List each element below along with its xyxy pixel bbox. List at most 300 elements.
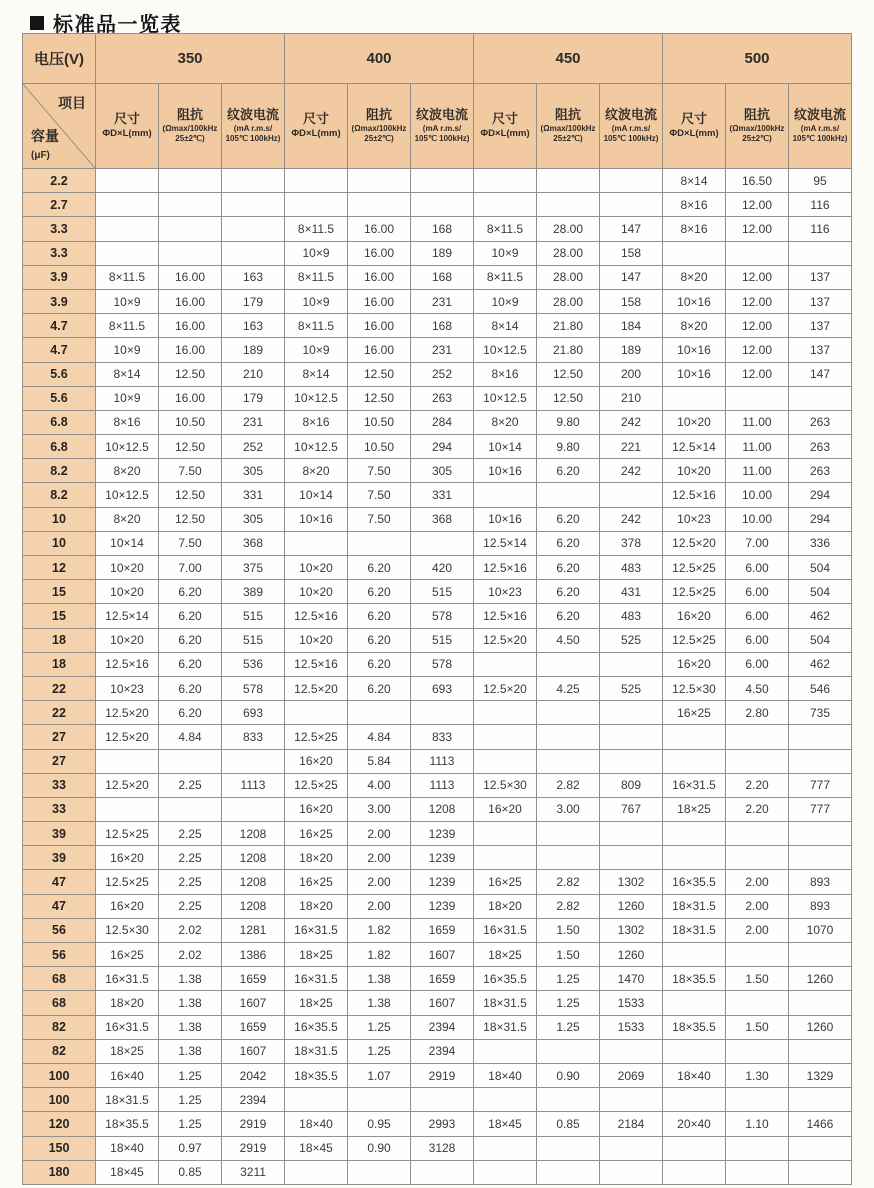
size-cell: 10×9 (285, 289, 348, 313)
size-cell: 12.5×30 (663, 676, 726, 700)
subheader-size: 尺寸 ΦD×L(mm) (285, 84, 348, 169)
subheader-ripple: 纹波电流 (mA r.m.s/ 105℃ 100kHz) (789, 84, 852, 169)
size-cell (285, 531, 348, 555)
size-cell: 16×25 (474, 870, 537, 894)
capacity-cell: 150 (23, 1136, 96, 1160)
impedance-cell: 6.20 (348, 628, 411, 652)
impedance-cell: 1.25 (537, 967, 600, 991)
size-cell (474, 1088, 537, 1112)
table-row (23, 943, 852, 967)
impedance-cell: 10.50 (348, 435, 411, 459)
table-row (23, 749, 852, 773)
ripple-cell: 179 (222, 386, 285, 410)
impedance-cell: 2.00 (726, 870, 789, 894)
impedance-cell (159, 169, 222, 193)
impedance-cell: 1.25 (537, 1015, 600, 1039)
size-cell (663, 1136, 726, 1160)
ripple-cell: 210 (222, 362, 285, 386)
size-cell: 16×35.5 (285, 1015, 348, 1039)
size-cell: 8×16 (663, 193, 726, 217)
impedance-cell (348, 1088, 411, 1112)
ripple-cell: 331 (411, 483, 474, 507)
ripple-cell: 1607 (222, 991, 285, 1015)
impedance-cell: 16.50 (726, 169, 789, 193)
ripple-cell: 1533 (600, 991, 663, 1015)
capacity-cell: 2.2 (23, 169, 96, 193)
size-cell: 16×40 (96, 1063, 159, 1087)
impedance-cell: 7.50 (159, 531, 222, 555)
ripple-cell: 210 (600, 386, 663, 410)
impedance-cell: 3.00 (348, 797, 411, 821)
size-cell: 8×20 (285, 459, 348, 483)
size-cell: 16×31.5 (96, 1015, 159, 1039)
ripple-cell: 305 (222, 459, 285, 483)
impedance-cell: 21.80 (537, 338, 600, 362)
impedance-cell: 28.00 (537, 241, 600, 265)
capacity-cell: 15 (23, 580, 96, 604)
capacity-cell: 39 (23, 822, 96, 846)
impedance-cell: 16.00 (348, 217, 411, 241)
table-row (23, 241, 852, 265)
impedance-cell: 16.00 (159, 314, 222, 338)
ripple-cell (600, 1039, 663, 1063)
table-body (23, 169, 852, 1185)
capacity-cell: 18 (23, 652, 96, 676)
table-row (23, 531, 852, 555)
ripple-cell (789, 241, 852, 265)
ripple-cell: 2184 (600, 1112, 663, 1136)
ripple-cell: 1070 (789, 918, 852, 942)
impedance-cell: 2.00 (348, 870, 411, 894)
capacity-cell: 8.2 (23, 483, 96, 507)
impedance-cell (537, 652, 600, 676)
ripple-cell: 284 (411, 410, 474, 434)
table-row (23, 1063, 852, 1087)
impedance-cell: 4.25 (537, 676, 600, 700)
size-cell: 16×20 (285, 749, 348, 773)
impedance-cell: 12.00 (726, 338, 789, 362)
capacity-cell: 33 (23, 773, 96, 797)
impedance-cell: 1.25 (348, 1015, 411, 1039)
size-cell: 10×12.5 (474, 338, 537, 362)
size-cell: 18×35.5 (663, 967, 726, 991)
impedance-cell (537, 1088, 600, 1112)
ripple-cell: 536 (222, 652, 285, 676)
ripple-cell: 168 (411, 217, 474, 241)
ripple-cell: 578 (411, 652, 474, 676)
impedance-cell: 2.00 (348, 894, 411, 918)
page-title (0, 0, 874, 36)
size-cell (96, 797, 159, 821)
size-cell: 8×14 (96, 362, 159, 386)
subheader-impedance: 阻抗 (Ωmax/100kHz 25±2℃) (159, 84, 222, 169)
impedance-cell: 12.50 (159, 483, 222, 507)
impedance-cell (726, 822, 789, 846)
ripple-cell (600, 1088, 663, 1112)
size-cell: 18×31.5 (285, 1039, 348, 1063)
size-cell: 18×31.5 (474, 1015, 537, 1039)
ripple-cell: 179 (222, 289, 285, 313)
size-cell: 12.5×25 (285, 773, 348, 797)
impedance-cell (726, 749, 789, 773)
table-row (23, 580, 852, 604)
ripple-cell: 777 (789, 773, 852, 797)
impedance-cell: 6.00 (726, 604, 789, 628)
size-cell (663, 241, 726, 265)
ripple-cell: 1659 (222, 1015, 285, 1039)
ripple-cell (789, 1160, 852, 1184)
impedance-cell: 0.90 (348, 1136, 411, 1160)
impedance-cell: 6.20 (348, 676, 411, 700)
impedance-cell (348, 531, 411, 555)
impedance-cell: 2.02 (159, 918, 222, 942)
ripple-cell: 368 (222, 531, 285, 555)
size-cell: 8×20 (474, 410, 537, 434)
size-cell: 10×9 (96, 338, 159, 362)
impedance-cell: 16.00 (159, 289, 222, 313)
impedance-cell (726, 241, 789, 265)
size-cell (96, 241, 159, 265)
size-cell: 18×45 (285, 1136, 348, 1160)
size-cell: 10×23 (663, 507, 726, 531)
impedance-cell: 1.25 (159, 1088, 222, 1112)
ripple-cell: 1239 (411, 870, 474, 894)
impedance-cell (537, 1039, 600, 1063)
size-cell (474, 749, 537, 773)
ripple-cell: 147 (789, 362, 852, 386)
size-cell: 12.5×14 (474, 531, 537, 555)
ripple-cell: 525 (600, 628, 663, 652)
impedance-cell (726, 1088, 789, 1112)
ripple-cell: 200 (600, 362, 663, 386)
impedance-cell: 12.00 (726, 193, 789, 217)
size-cell: 18×25 (96, 1039, 159, 1063)
voltage-350-cell: 350 (96, 34, 285, 84)
ripple-cell: 184 (600, 314, 663, 338)
impedance-cell: 4.00 (348, 773, 411, 797)
impedance-cell: 6.20 (159, 701, 222, 725)
size-cell: 10×16 (285, 507, 348, 531)
impedance-cell: 2.82 (537, 870, 600, 894)
impedance-cell: 6.20 (159, 604, 222, 628)
ripple-cell: 1470 (600, 967, 663, 991)
impedance-cell: 6.00 (726, 580, 789, 604)
capacity-cell: 10 (23, 531, 96, 555)
impedance-cell (537, 169, 600, 193)
ripple-cell: 168 (411, 265, 474, 289)
impedance-cell: 6.20 (537, 580, 600, 604)
ripple-cell (600, 846, 663, 870)
impedance-cell: 6.20 (348, 652, 411, 676)
table-row (23, 1112, 852, 1136)
table-header (23, 34, 852, 169)
size-cell (663, 1160, 726, 1184)
size-cell: 10×16 (663, 289, 726, 313)
size-cell: 12.5×16 (474, 604, 537, 628)
impedance-cell: 21.80 (537, 314, 600, 338)
impedance-cell: 2.25 (159, 773, 222, 797)
table-row (23, 725, 852, 749)
impedance-cell: 2.00 (348, 822, 411, 846)
impedance-cell: 12.00 (726, 265, 789, 289)
impedance-cell (537, 193, 600, 217)
ripple-cell: 263 (789, 459, 852, 483)
ripple-cell: 2919 (411, 1063, 474, 1087)
ripple-cell: 578 (411, 604, 474, 628)
subheader-ripple: 纹波电流 (mA r.m.s/ 105℃ 100kHz) (600, 84, 663, 169)
impedance-cell: 0.90 (537, 1063, 600, 1087)
ripple-cell (222, 241, 285, 265)
ripple-cell (789, 386, 852, 410)
impedance-cell: 4.84 (348, 725, 411, 749)
ripple-cell: 504 (789, 628, 852, 652)
impedance-cell: 2.20 (726, 797, 789, 821)
ripple-cell: 95 (789, 169, 852, 193)
size-cell (96, 169, 159, 193)
ripple-cell: 368 (411, 507, 474, 531)
size-cell: 8×11.5 (96, 265, 159, 289)
size-cell: 8×11.5 (285, 217, 348, 241)
impedance-cell: 1.50 (726, 967, 789, 991)
subheader-ripple: 纹波电流 (mA r.m.s/ 105℃ 100kHz) (411, 84, 474, 169)
impedance-cell: 7.00 (726, 531, 789, 555)
size-cell: 10×12.5 (96, 483, 159, 507)
impedance-cell (159, 193, 222, 217)
capacity-cell: 100 (23, 1088, 96, 1112)
capacity-cell: 68 (23, 967, 96, 991)
ripple-cell: 263 (411, 386, 474, 410)
size-cell: 16×31.5 (285, 918, 348, 942)
impedance-cell (537, 749, 600, 773)
ripple-cell: 1302 (600, 918, 663, 942)
size-cell: 12.5×25 (663, 628, 726, 652)
impedance-cell: 1.82 (348, 943, 411, 967)
ripple-cell: 420 (411, 556, 474, 580)
size-cell: 10×12.5 (474, 386, 537, 410)
ripple-cell: 1260 (789, 1015, 852, 1039)
ripple-cell: 375 (222, 556, 285, 580)
ripple-cell: 1659 (222, 967, 285, 991)
impedance-cell (159, 749, 222, 773)
size-cell: 8×20 (96, 459, 159, 483)
capacity-cell: 82 (23, 1015, 96, 1039)
size-cell: 18×31.5 (663, 894, 726, 918)
impedance-cell: 16.00 (159, 265, 222, 289)
capacity-cell: 68 (23, 991, 96, 1015)
ripple-cell (600, 749, 663, 773)
size-cell: 16×31.5 (96, 967, 159, 991)
size-cell: 8×16 (285, 410, 348, 434)
size-cell: 18×40 (663, 1063, 726, 1087)
impedance-cell: 16.00 (348, 314, 411, 338)
size-cell: 10×20 (663, 459, 726, 483)
size-cell: 10×16 (474, 507, 537, 531)
ripple-cell: 231 (222, 410, 285, 434)
ripple-cell: 116 (789, 217, 852, 241)
impedance-cell: 12.50 (537, 386, 600, 410)
ripple-cell: 163 (222, 314, 285, 338)
impedance-cell: 28.00 (537, 289, 600, 313)
ripple-cell: 189 (222, 338, 285, 362)
ripple-cell: 137 (789, 338, 852, 362)
size-cell: 10×14 (285, 483, 348, 507)
ripple-cell: 546 (789, 676, 852, 700)
impedance-cell: 3.00 (537, 797, 600, 821)
ripple-cell: 1239 (411, 846, 474, 870)
impedance-cell: 1.10 (726, 1112, 789, 1136)
size-cell (663, 991, 726, 1015)
table-row (23, 338, 852, 362)
size-cell: 10×9 (474, 289, 537, 313)
impedance-cell (726, 725, 789, 749)
page-title-text: 标准品一览表 (53, 14, 182, 36)
table-row (23, 289, 852, 313)
table-row (23, 1015, 852, 1039)
capacity-cell: 8.2 (23, 459, 96, 483)
ripple-cell: 189 (411, 241, 474, 265)
size-cell: 18×40 (285, 1112, 348, 1136)
size-cell: 10×14 (96, 531, 159, 555)
ripple-cell: 1260 (600, 943, 663, 967)
impedance-cell: 6.20 (537, 459, 600, 483)
size-cell: 18×35.5 (285, 1063, 348, 1087)
ripple-cell: 242 (600, 410, 663, 434)
size-cell: 8×14 (285, 362, 348, 386)
impedance-cell: 1.30 (726, 1063, 789, 1087)
ripple-cell: 294 (789, 483, 852, 507)
size-cell (285, 169, 348, 193)
size-cell: 18×31.5 (96, 1088, 159, 1112)
size-cell: 12.5×16 (285, 652, 348, 676)
impedance-cell: 1.50 (726, 1015, 789, 1039)
table-row (23, 410, 852, 434)
ripple-cell (411, 701, 474, 725)
ripple-cell: 1208 (222, 894, 285, 918)
ripple-cell: 2919 (222, 1136, 285, 1160)
size-cell: 12.5×20 (96, 725, 159, 749)
ripple-cell: 294 (411, 435, 474, 459)
subheader-row (23, 84, 852, 169)
ripple-cell (789, 1039, 852, 1063)
ripple-cell: 767 (600, 797, 663, 821)
size-cell: 10×16 (663, 338, 726, 362)
size-cell: 16×31.5 (474, 918, 537, 942)
size-cell: 10×20 (96, 628, 159, 652)
ripple-cell: 515 (411, 580, 474, 604)
ripple-cell: 525 (600, 676, 663, 700)
capacity-cell: 120 (23, 1112, 96, 1136)
impedance-cell: 12.00 (726, 314, 789, 338)
impedance-cell (348, 1160, 411, 1184)
table-row (23, 435, 852, 459)
size-cell: 20×40 (663, 1112, 726, 1136)
size-cell: 12.5×14 (96, 604, 159, 628)
ripple-cell: 263 (789, 410, 852, 434)
size-cell: 12.5×16 (96, 652, 159, 676)
ripple-cell: 578 (222, 676, 285, 700)
ripple-cell: 294 (789, 507, 852, 531)
ripple-cell: 163 (222, 265, 285, 289)
table-row (23, 797, 852, 821)
impedance-cell: 4.50 (726, 676, 789, 700)
size-cell: 10×14 (474, 435, 537, 459)
capacity-cell: 56 (23, 943, 96, 967)
impedance-cell: 16.00 (348, 338, 411, 362)
size-cell: 10×9 (285, 338, 348, 362)
impedance-cell: 12.50 (537, 362, 600, 386)
impedance-cell: 1.82 (348, 918, 411, 942)
standard-products-table (22, 33, 852, 1185)
size-cell: 12.5×14 (663, 435, 726, 459)
ripple-cell: 1659 (411, 918, 474, 942)
table-row (23, 314, 852, 338)
impedance-cell: 11.00 (726, 459, 789, 483)
impedance-cell: 2.00 (726, 894, 789, 918)
ripple-cell: 1659 (411, 967, 474, 991)
capacity-cell: 27 (23, 725, 96, 749)
size-cell: 10×9 (96, 386, 159, 410)
impedance-cell: 2.25 (159, 894, 222, 918)
size-cell: 16×25 (663, 701, 726, 725)
impedance-cell: 1.25 (348, 1039, 411, 1063)
size-cell: 16×20 (474, 797, 537, 821)
impedance-cell: 6.00 (726, 652, 789, 676)
size-cell: 16×31.5 (285, 967, 348, 991)
impedance-cell (348, 701, 411, 725)
ripple-cell: 893 (789, 870, 852, 894)
impedance-cell: 12.00 (726, 362, 789, 386)
size-cell (663, 846, 726, 870)
voltage-header-row (23, 34, 852, 84)
ripple-cell: 1607 (411, 943, 474, 967)
ripple-cell: 504 (789, 580, 852, 604)
table-row (23, 169, 852, 193)
impedance-cell: 6.20 (537, 556, 600, 580)
ripple-cell (222, 217, 285, 241)
table-row (23, 628, 852, 652)
ripple-cell: 1533 (600, 1015, 663, 1039)
impedance-cell: 16.00 (159, 386, 222, 410)
size-cell: 18×20 (285, 894, 348, 918)
table-row (23, 822, 852, 846)
subheader-size: 尺寸 ΦD×L(mm) (96, 84, 159, 169)
corner-diagonal-cell (23, 84, 96, 169)
size-cell: 12.5×20 (474, 676, 537, 700)
subheader-size: 尺寸 ΦD×L(mm) (663, 84, 726, 169)
table-row (23, 676, 852, 700)
size-cell: 18×25 (285, 943, 348, 967)
ripple-cell: 1208 (222, 870, 285, 894)
size-cell: 12.5×20 (474, 628, 537, 652)
size-cell: 10×23 (474, 580, 537, 604)
ripple-cell: 3211 (222, 1160, 285, 1184)
table-row (23, 991, 852, 1015)
ripple-cell (789, 1088, 852, 1112)
ripple-cell (600, 652, 663, 676)
size-cell (96, 217, 159, 241)
impedance-cell: 28.00 (537, 217, 600, 241)
ripple-cell (789, 991, 852, 1015)
impedance-cell (159, 241, 222, 265)
size-cell: 12.5×20 (285, 676, 348, 700)
ripple-cell: 221 (600, 435, 663, 459)
table-row (23, 701, 852, 725)
size-cell: 12.5×16 (474, 556, 537, 580)
size-cell (663, 943, 726, 967)
size-cell (474, 701, 537, 725)
impedance-cell: 2.82 (537, 894, 600, 918)
table-row (23, 773, 852, 797)
